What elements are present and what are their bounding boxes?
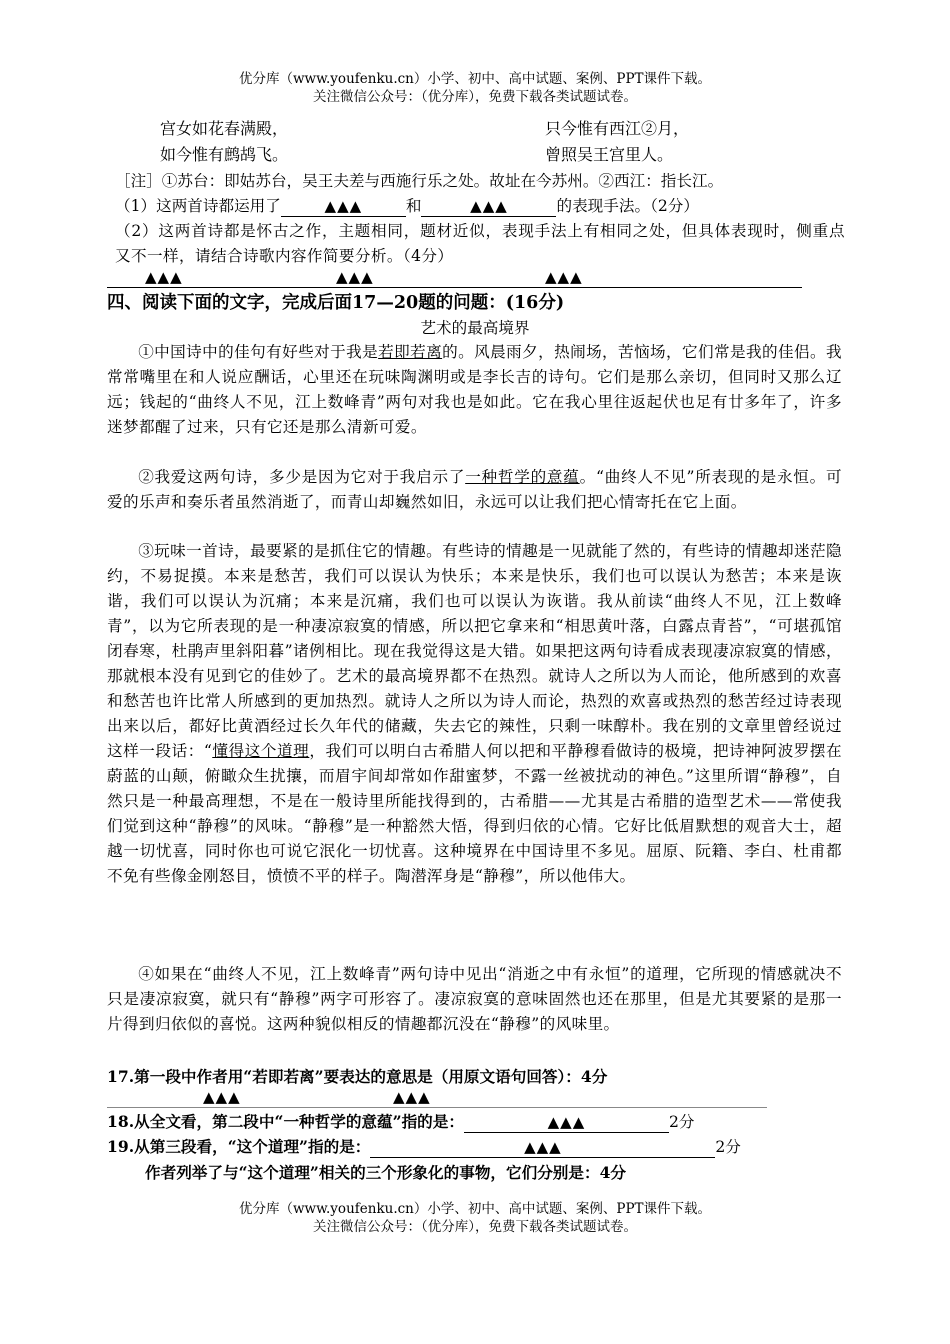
question-1-prefix: （1）这两首诗都运用了	[115, 197, 281, 215]
answer-placeholder[interactable]: ▲▲▲	[203, 1088, 241, 1106]
underlined-phrase: 一种哲学的意蕴	[465, 468, 580, 486]
poem-left-line-2: 如今惟有鹧鸪飞。	[160, 145, 289, 164]
footer-line-2: 关注微信公众号：（优分库），免费下载各类试题试卷。	[313, 1219, 637, 1235]
answer-placeholder: ▲▲▲	[547, 1113, 586, 1131]
poem-left-line-1: 宫女如花春满殿，	[160, 119, 289, 138]
question-17: 17.第一段中作者用“若即若离”要表达的意思是（用原文语句回答）：4分	[107, 1067, 608, 1086]
underlined-phrase: 懂得这个道理	[212, 742, 310, 760]
question-1-mid: 和	[405, 197, 422, 215]
question-19-text: 19.从第三段看，“这个道理”指的是：	[107, 1137, 371, 1156]
paragraph-2	[107, 465, 842, 515]
answer-blank-1a[interactable]	[281, 196, 406, 217]
footer-line-1: 优分库（www.youfenku.cn）小学、初中、高中试题、案例、PPT课件下载。	[238, 1201, 712, 1217]
divider	[107, 287, 802, 288]
header-line-1: 优分库（www.youfenku.cn）小学、初中、高中试题、案例、PPT课件下载。	[238, 71, 712, 87]
paragraph-2-text: ②我爱这两句诗，多少是因为它对于我启示了	[138, 468, 466, 486]
poem-right-line-2: 曾照吴王宫里人。	[545, 145, 674, 164]
answer-line	[107, 1107, 767, 1108]
header-line-2: 关注微信公众号：（优分库），免费下载各类试题试卷。	[313, 89, 637, 105]
answer-placeholder[interactable]: ▲▲▲	[545, 268, 583, 286]
poem-note: ［注］①苏台：即姑苏台，吴王夫差与西施行乐之处。故址在今苏州。②西江：指长江。	[115, 172, 724, 190]
underlined-phrase: 若即若离	[378, 343, 443, 361]
paragraph-3-text-cont: ，我们可以明白古希腊人何以把和平静穆看做诗的极境，把诗神阿波罗摆在蔚蓝的山颠，俯瞰众生扰攘，而眉宇间却常如作甜蜜梦，不露一丝被扰动的神色。”这里所谓“静穆”，自然只是一种最高理想，不是在一般诗里所能找得到的，古希腊——尤其是古希腊的造型艺术——常使我们觉到这种“静穆”的风味。“静穆”是一种豁然大悟，得到归依的心情。它好比低眉默想的观音大士，超越一切忧喜，同时你也可说它泯化一切忧喜。这种境界在中国诗里不多见。屈原、阮籍、李白、杜甫都不免有些像金刚怒目，愤愤不平的样子。陶潜浑身是“静穆”，所以他伟大。	[107, 742, 843, 885]
article-title: 艺术的最高境界	[420, 319, 530, 337]
paragraph-3	[107, 539, 842, 889]
question-19-sub: 作者列举了与“这个道理”相关的三个形象化的事物，它们分别是：4分	[145, 1163, 627, 1182]
answer-blank-18[interactable]	[464, 1112, 669, 1133]
question-18-score: 2分	[668, 1113, 695, 1131]
answer-blank-19[interactable]	[370, 1137, 715, 1158]
answer-placeholder: ▲▲▲	[524, 1138, 562, 1156]
question-19	[107, 1134, 741, 1160]
question-18-text: 18.从全文看，第二段中“一种哲学的意蕴”指的是：	[107, 1112, 464, 1131]
poem-right-line-1: 只今惟有西江②月，	[545, 119, 690, 138]
answer-placeholder: ▲▲▲	[470, 197, 508, 215]
paragraph-1-text-cont: 的。风晨雨夕，热闹场，苦恼场，它们常是我的佳侣。我常常嘴里在和人说应酬话，心里还在玩味陶渊明或是李长吉的诗句。它们是那么亲切，但同时又那么辽远；钱起的“曲终人不见，江上数峰青”两句对我也是如此。它在我心里往返起伏也足有廿多年了，许多迷梦都醒了过来，只有它还是那么清新可爱。	[107, 343, 842, 436]
question-1	[115, 194, 699, 219]
answer-placeholder: ▲▲▲	[324, 197, 363, 215]
question-2: （2）这两首诗都是怀古之作，主题相同，题材近似，表现手法上有相同之处，但具体表现时，侧重点又不一样，请结合诗歌内容作简要分析。（4分）	[115, 222, 845, 265]
section-4-heading: 四、阅读下面的文字，完成后面17—20题的问题：(16分)	[107, 293, 565, 313]
answer-placeholder[interactable]: ▲▲▲	[336, 268, 374, 286]
paragraph-2-text-cont: 。“曲终人不见”所表现的是永恒。可爱的乐声和奏乐者虽然消逝了，而青山却巍然如旧，永远可以让我们把心情寄托在它上面。	[107, 468, 842, 511]
question-18	[107, 1109, 694, 1135]
question-19-score: 2分	[715, 1138, 741, 1156]
answer-placeholder[interactable]: ▲▲▲	[145, 268, 183, 286]
question-1-suffix: 的表现手法。（2分）	[556, 197, 699, 215]
paragraph-1	[107, 340, 842, 440]
paragraph-3-text: ③玩味一首诗，最要紧的是抓住它的情趣。有些诗的情趣是一见就能了然的，有些诗的情趣却迷茫隐约，不易捉摸。本来是愁苦，我们可以误认为快乐；本来是快乐，我们也可以误认为愁苦；本来是诙谐，我们可以误认为沉痛；本来是沉痛，我们也可以误认为诙谐。我从前读“曲终人不见，江上数峰青”，以为它所表现的是一种凄凉寂寞的情感，所以把它拿来和“相思黄叶落，白露点青苔”，“可堪孤馆闭春寒，杜鹃声里斜阳暮”诸例相比。现在我觉得这是大错。如果把这两句诗看成表现凄凉寂寞的情感，那就根本没有见到它的佳妙了。艺术的最高境界都不在热烈。就诗人之所以为人而论，他所感到的欢喜和愁苦也许比常人所感到的更加热烈。就诗人之所以为诗人而论，热烈的欢喜或热烈的愁苦经过诗表现出来以后，都好比黄酒经过长久年代的储藏，失去它的辣性，只剩一味醇朴。我在别的文章里曾经说过这样一段话：“	[107, 542, 842, 760]
answer-placeholder[interactable]: ▲▲▲	[393, 1088, 431, 1106]
paragraph-1-text: ①中国诗中的佳句有好些对于我是	[138, 343, 379, 361]
paragraph-4: ④如果在“曲终人不见，江上数峰青”两句诗中见出“消逝之中有永恒”的道理，它所现的情感就决不只是凄凉寂寞，就只有“静穆”两字可形容了。凄凉寂寞的意味固然也还在那里，但是尤其要紧的是那一片得到归依似的喜悦。这两种貌似相反的情趣都沉没在“静穆”的风味里。	[107, 965, 842, 1033]
answer-blank-1b[interactable]	[421, 196, 556, 217]
